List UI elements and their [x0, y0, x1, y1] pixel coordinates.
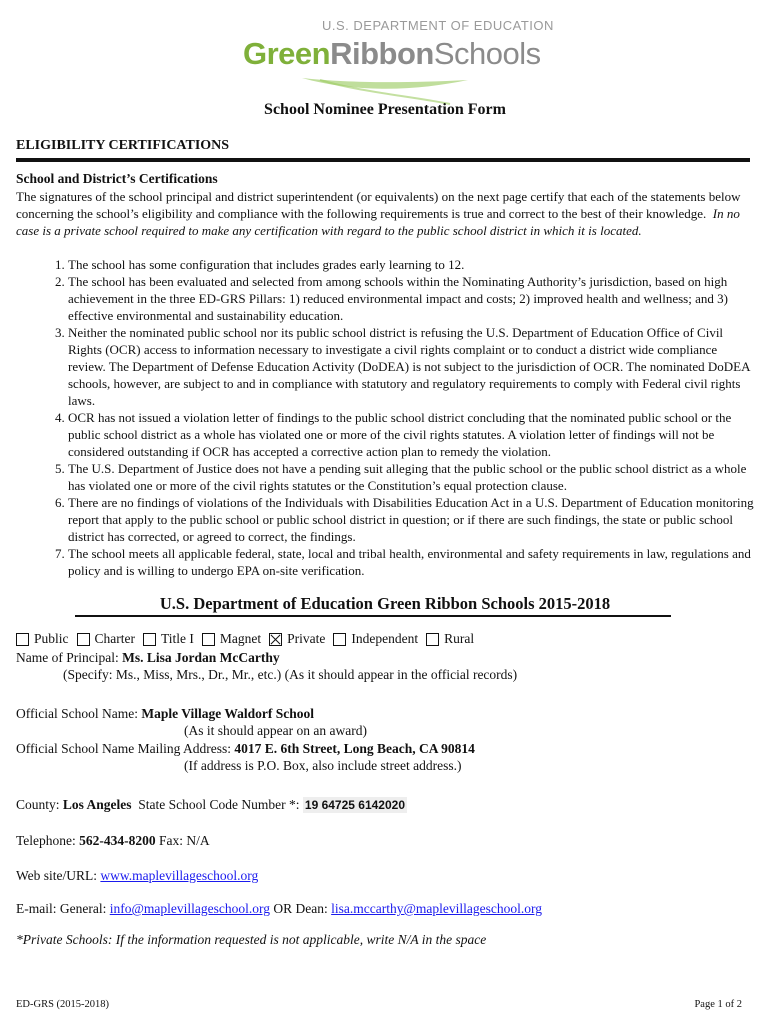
school-type-label: Charter	[94, 631, 135, 646]
principal-hint: (Specify: Ms., Miss, Mrs., Dr., Mr., etc.) (As it should appear in the official records)	[63, 667, 518, 682]
school-type-private[interactable]	[269, 631, 325, 647]
mailing-address-value[interactable]: 4017 E. 6th Street, Long Beach, CA 90814	[234, 741, 475, 756]
intro-text: The signatures of the school principal and district superintendent (or equivalents) on the next page certify that each of the statements below concerning the school’s eligibility and compliance with the following requirements is true and correct to the best of their knowledge.	[16, 189, 741, 221]
website-line	[16, 868, 258, 884]
program-title: U.S. Department of Education Green Ribbon Schools 2015-2018	[159, 594, 611, 613]
school-name-value[interactable]: Maple Village Waldorf School	[141, 706, 314, 721]
school-name-line	[16, 706, 314, 722]
checkbox-rural[interactable]	[426, 633, 439, 646]
checkbox-independent[interactable]	[333, 633, 346, 646]
intro-paragraph	[16, 188, 752, 239]
program-title-underline	[75, 615, 671, 617]
school-type-label: Rural	[444, 631, 475, 646]
school-type-charter[interactable]	[77, 631, 135, 647]
school-type-label: Public	[34, 631, 69, 646]
form-title: School Nominee Presentation Form	[264, 101, 506, 118]
county-label: County:	[16, 797, 63, 812]
email-or-dean-label: OR Dean:	[270, 901, 332, 916]
footer-page-number: Page 1 of 2	[694, 999, 742, 1010]
private-schools-note: *Private Schools: If the information requested is not applicable, write N/A in the space	[16, 932, 487, 947]
telephone-line	[16, 833, 210, 849]
principal-label: Name of Principal:	[16, 650, 123, 665]
email-general-link[interactable]: info@maplevillageschool.org	[109, 901, 270, 916]
logo-ribbon-text: Ribbon	[330, 36, 434, 71]
footer-form-id: ED-GRS (2015-2018)	[16, 999, 110, 1010]
fax-text: Fax: N/A	[155, 833, 210, 848]
state-code-value[interactable]: 19 64725 6142020	[304, 798, 405, 812]
state-code-label: State School Code Number *:	[131, 797, 303, 812]
section-title: ELIGIBILITY CERTIFICATIONS	[16, 138, 230, 153]
school-type-independent[interactable]	[333, 631, 418, 647]
list-item: 7. The school meets all applicable federal, state, local and tribal health, environmental and safety requirements in law, regulations and policy and is willing to undergo EPA on-site verification.	[68, 545, 756, 579]
list-item: 5. The U.S. Department of Justice does not have a pending suit alleging that the public school or the public school district as a whole has violated one or more of the civil rights statutes or the Constitution’s equal protection clause.	[68, 460, 756, 494]
school-type-rural[interactable]	[426, 631, 474, 647]
principal-value[interactable]: Ms. Lisa Jordan McCarthy	[122, 650, 280, 665]
school-type-label: Title I	[161, 631, 194, 646]
list-item: 6. There are no findings of violations of the Individuals with Disabilities Education Act in a U.S. Department of Education monitoring report that apply to the public school or public school district in question; or if there are such findings, the state or public school district has corrected, or agreed to correct, the findings.	[68, 494, 756, 545]
telephone-label: Telephone:	[16, 833, 80, 848]
telephone-value[interactable]: 562-434-8200	[79, 833, 156, 848]
website-link[interactable]: www.maplevillageschool.org	[100, 868, 259, 883]
logo-green-text: Green	[243, 36, 331, 71]
school-type-title-i[interactable]	[143, 631, 194, 647]
school-type-public[interactable]	[16, 631, 69, 647]
requirements-list	[16, 256, 756, 579]
school-name-hint: (As it should appear on an award)	[184, 723, 367, 738]
list-item: 3. Neither the nominated public school nor its public school district is refusing the U.S. Department of Education Office of Civil Rights (OCR) access to information necessary to investigate a civil rights complaint or to conduct a district wide compliance review. The Department of Defense Education Activity (DoDEA) is not subject to the jurisdiction of OCR. The nominated DoDEA schools, however, are subject to and in compliance with statutory and regulatory requirements to comply with Federal civil rights laws.	[68, 324, 756, 409]
subsection-title: School and District’s Certifications	[16, 171, 218, 186]
list-item: 1. The school has some configuration that includes grades early learning to 12.	[68, 256, 756, 273]
county-line	[16, 797, 407, 813]
school-type-checkboxes	[16, 631, 482, 647]
email-line	[16, 901, 542, 917]
list-item: 4. OCR has not issued a violation letter of findings to the public school district concluding that the nominated public school or the public school district as a whole has violated one or more of the civil rights statutes. A violation letter of findings will not be considered outstanding if OCR has accepted a corrective action plan to remedy the violation.	[68, 409, 756, 460]
checkbox-charter[interactable]	[77, 633, 90, 646]
county-value[interactable]: Los Angeles	[62, 797, 132, 812]
checkbox-title-i[interactable]	[143, 633, 156, 646]
green-ribbon-schools-logo	[243, 36, 541, 72]
mailing-address-hint: (If address is P.O. Box, also include street address.)	[184, 758, 462, 773]
list-item: 2. The school has been evaluated and selected from among schools within the Nominating Authority’s jurisdiction, based on high achievement in the three ED-GRS Pillars: 1) reduced environmental impact and costs; 2) improved health and wellness; and 3) effective environmental and sustainability education.	[68, 273, 756, 324]
checkbox-public[interactable]	[16, 633, 29, 646]
checkbox-private-checked[interactable]	[269, 633, 282, 646]
department-header: U.S. DEPARTMENT OF EDUCATION	[322, 18, 554, 33]
logo-schools-text: Schools	[433, 36, 541, 71]
school-type-label: Magnet	[219, 631, 262, 646]
mailing-address-line	[16, 741, 475, 757]
school-type-label: Independent	[351, 631, 419, 646]
section-divider	[16, 158, 750, 162]
mailing-address-label: Official School Name Mailing Address:	[16, 741, 235, 756]
website-label: Web site/URL:	[16, 868, 101, 883]
school-name-label: Official School Name:	[16, 706, 142, 721]
checkbox-magnet[interactable]	[202, 633, 215, 646]
email-dean-link[interactable]: lisa.mccarthy@maplevillageschool.org	[331, 901, 542, 916]
intro-italic-text: In no case is a private school required to make any certification with regard to the public school district in which it is located.	[16, 206, 740, 238]
school-type-label: Private	[287, 631, 326, 646]
email-label: E-mail: General:	[16, 901, 110, 916]
school-type-magnet[interactable]	[202, 631, 261, 647]
principal-line	[16, 650, 280, 666]
